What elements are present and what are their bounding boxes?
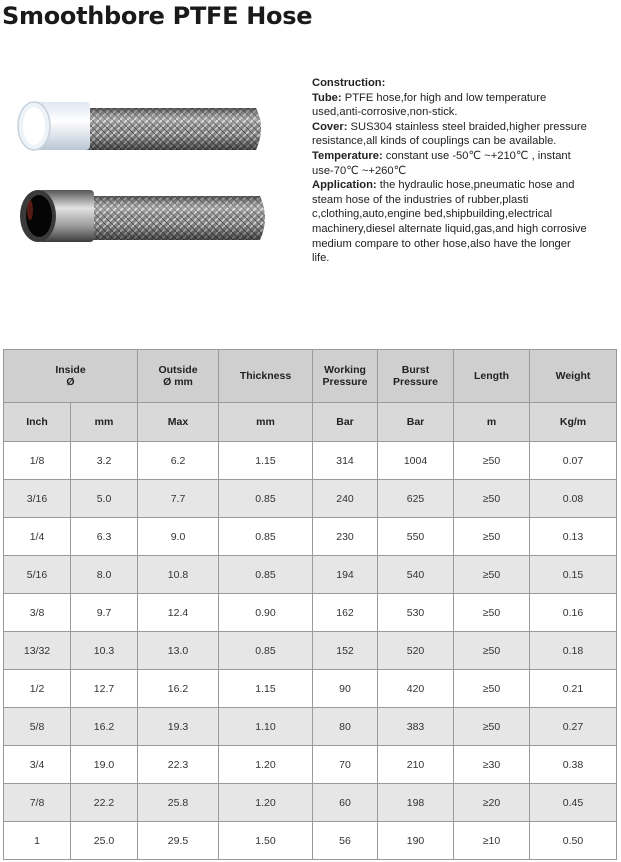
table-cell: 10.8 [138, 556, 219, 594]
table-cell: 383 [378, 708, 454, 746]
application-spec [312, 178, 588, 266]
table-row [4, 442, 617, 480]
header-length: Length [454, 350, 530, 403]
page-title: Smoothbore PTFE Hose [2, 2, 313, 30]
temperature-text: constant use -50℃ ~+210℃ , instant use-70℃ ~+260℃ [312, 149, 571, 177]
table-cell: 8.0 [71, 556, 138, 594]
unit-header-cell: mm [219, 403, 313, 442]
table-cell: 0.13 [530, 518, 617, 556]
table-cell: 19.3 [138, 708, 219, 746]
table-cell: 12.4 [138, 594, 219, 632]
cover-text: SUS304 stainless steel braided,higher pressure resistance,all kinds of couplings can be available. [312, 120, 587, 148]
table-cell: 194 [313, 556, 378, 594]
table-cell: 1004 [378, 442, 454, 480]
table-cell: 240 [313, 480, 378, 518]
temperature-spec [312, 149, 588, 178]
table-cell: 0.45 [530, 784, 617, 822]
unit-header-cell: m [454, 403, 530, 442]
table-cell: 80 [313, 708, 378, 746]
table-cell: ≥50 [454, 518, 530, 556]
table-cell: 0.38 [530, 746, 617, 784]
table-cell: 16.2 [138, 670, 219, 708]
tube-label: Tube: [312, 91, 342, 104]
table-cell: 60 [313, 784, 378, 822]
table-cell: 0.27 [530, 708, 617, 746]
table-cell: 530 [378, 594, 454, 632]
table-cell: 3.2 [71, 442, 138, 480]
table-cell: 25.0 [71, 822, 138, 860]
table-row [4, 632, 617, 670]
table-cell: 3/8 [4, 594, 71, 632]
table-cell: ≥50 [454, 708, 530, 746]
table-cell: 1/8 [4, 442, 71, 480]
cover-spec [312, 120, 588, 149]
table-cell: 7.7 [138, 480, 219, 518]
table-cell: ≥50 [454, 556, 530, 594]
table-cell: 29.5 [138, 822, 219, 860]
table-cell: 19.0 [71, 746, 138, 784]
unit-header-cell: Inch [4, 403, 71, 442]
table-cell: ≥50 [454, 442, 530, 480]
table-cell: 520 [378, 632, 454, 670]
table-cell: ≥20 [454, 784, 530, 822]
table-cell: ≥50 [454, 670, 530, 708]
tube-spec [312, 91, 588, 120]
table-cell: 5/8 [4, 708, 71, 746]
table-row [4, 708, 617, 746]
unit-header-cell: Bar [313, 403, 378, 442]
table-cell: 0.08 [530, 480, 617, 518]
unit-header-cell: mm [71, 403, 138, 442]
table-row [4, 784, 617, 822]
table-cell: 0.15 [530, 556, 617, 594]
construction-heading: Construction: [312, 77, 386, 89]
table-cell: 5.0 [71, 480, 138, 518]
table-cell: 162 [313, 594, 378, 632]
application-text: the hydraulic hose,pneumatic hose and steam hose of the industries of rubber,plasti c,clothing,auto,engine bed,shipbuilding,electrical machinery,diesel alternate liquid,gas,and high corrosive medium compare to other hose,also have the longer life. [312, 179, 587, 265]
table-cell: 152 [313, 632, 378, 670]
header-burst-pressure: Burst Pressure [378, 350, 454, 403]
table-cell: 1.20 [219, 784, 313, 822]
temperature-label: Temperature: [312, 149, 383, 162]
construction-spec [312, 76, 588, 266]
table-cell: 540 [378, 556, 454, 594]
table-cell: 1.50 [219, 822, 313, 860]
header-outside-diameter: Outside Ø mm [138, 350, 219, 403]
table-cell: 0.85 [219, 556, 313, 594]
table-cell: ≥50 [454, 632, 530, 670]
table-row [4, 556, 617, 594]
cover-label: Cover: [312, 120, 348, 133]
table-row [4, 670, 617, 708]
table-cell: 6.2 [138, 442, 219, 480]
table-cell: 190 [378, 822, 454, 860]
table-cell: 550 [378, 518, 454, 556]
header-thickness: Thickness [219, 350, 313, 403]
table-cell: 9.7 [71, 594, 138, 632]
table-cell: 16.2 [71, 708, 138, 746]
table-cell: 625 [378, 480, 454, 518]
table-unit-row [4, 403, 617, 442]
table-cell: ≥50 [454, 594, 530, 632]
header-working-pressure: Working Pressure [313, 350, 378, 403]
table-cell: 0.90 [219, 594, 313, 632]
table-cell: 70 [313, 746, 378, 784]
table-cell: 12.7 [71, 670, 138, 708]
table-cell: 210 [378, 746, 454, 784]
table-cell: 3/16 [4, 480, 71, 518]
table-cell: 0.85 [219, 518, 313, 556]
ptfe-hose-top-icon [18, 102, 261, 150]
table-cell: 13.0 [138, 632, 219, 670]
table-cell: 1 [4, 822, 71, 860]
hose-product-image [8, 92, 270, 292]
table-cell: 198 [378, 784, 454, 822]
table-cell: 0.18 [530, 632, 617, 670]
table-cell: 420 [378, 670, 454, 708]
table-cell: 1.15 [219, 670, 313, 708]
table-cell: 6.3 [71, 518, 138, 556]
ptfe-hose-bottom-icon [20, 190, 265, 242]
application-label: Application: [312, 179, 377, 192]
table-row [4, 746, 617, 784]
table-row [4, 822, 617, 860]
table-cell: 5/16 [4, 556, 71, 594]
table-cell: 0.21 [530, 670, 617, 708]
table-cell: 7/8 [4, 784, 71, 822]
unit-header-cell: Bar [378, 403, 454, 442]
table-cell: 1/2 [4, 670, 71, 708]
table-cell: 0.50 [530, 822, 617, 860]
table-cell: 0.85 [219, 480, 313, 518]
table-cell: 0.85 [219, 632, 313, 670]
table-header-row [4, 350, 617, 403]
table-cell: ≥10 [454, 822, 530, 860]
table-cell: 1.20 [219, 746, 313, 784]
table-cell: 56 [313, 822, 378, 860]
table-cell: 9.0 [138, 518, 219, 556]
header-weight: Weight [530, 350, 617, 403]
header-inside-diameter: Inside Ø [4, 350, 138, 403]
unit-header-cell: Max [138, 403, 219, 442]
unit-header-cell: Kg/m [530, 403, 617, 442]
table-cell: 10.3 [71, 632, 138, 670]
table-cell: 230 [313, 518, 378, 556]
table-row [4, 480, 617, 518]
table-row [4, 518, 617, 556]
tube-text: PTFE hose,for high and low temperature used,anti-corrosive,non-stick. [312, 91, 547, 119]
table-cell: 0.07 [530, 442, 617, 480]
table-row [4, 594, 617, 632]
table-cell: 25.8 [138, 784, 219, 822]
table-cell: 22.2 [71, 784, 138, 822]
table-cell: 13/32 [4, 632, 71, 670]
table-cell: ≥50 [454, 480, 530, 518]
table-cell: ≥30 [454, 746, 530, 784]
table-cell: 3/4 [4, 746, 71, 784]
hose-spec-table [3, 349, 617, 860]
table-cell: 314 [313, 442, 378, 480]
table-cell: 22.3 [138, 746, 219, 784]
table-body [4, 442, 617, 860]
table-cell: 0.16 [530, 594, 617, 632]
table-cell: 1.15 [219, 442, 313, 480]
table-cell: 1.10 [219, 708, 313, 746]
table-cell: 90 [313, 670, 378, 708]
table-cell: 1/4 [4, 518, 71, 556]
